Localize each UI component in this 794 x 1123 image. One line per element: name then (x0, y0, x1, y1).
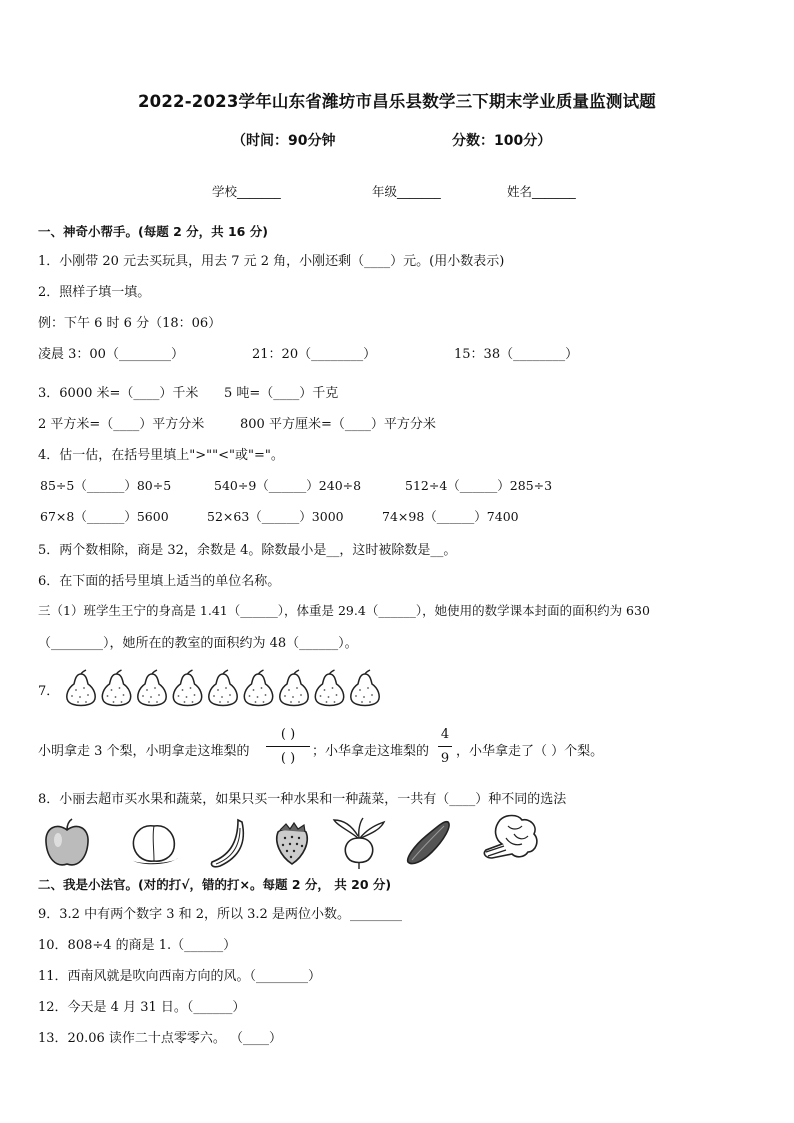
compare-item: 52×63（______）3000 (207, 509, 344, 524)
compare-item: 67×8（______）5600 (40, 509, 169, 524)
question-7-text-a: 小明拿走 3 个梨，小明拿走这堆梨的 (38, 744, 250, 759)
pear-icon (280, 670, 308, 706)
pear-icon (102, 670, 130, 706)
pear-row (62, 668, 382, 708)
question-7-text-b: ；小华拿走这堆梨的 (312, 744, 430, 759)
question-6-line1: 三（1）班学生王宁的身高是 1.41（______），体重是 29.4（______），她使用的数学课本封面的面积约为 630 (38, 603, 650, 618)
apple-icon (42, 818, 92, 870)
question-13: 13．20.06 读作二十点零零六。 （____） (38, 1031, 283, 1046)
pear-icon (351, 670, 379, 706)
fraction-bar (266, 746, 310, 747)
question-6-line2: （________），她所在的教室的面积约为 48（______）。 (38, 636, 358, 651)
grade-field[interactable]: 年级_______ (372, 184, 441, 199)
exam-score: 分数：100分） (452, 133, 552, 149)
cucumber-icon (404, 818, 454, 868)
compare-item: 74×98（______）7400 (382, 509, 519, 524)
question-7-text-c: ，小华拿走了（ ）个梨。 (456, 744, 604, 759)
fraction-numerator-blank[interactable]: ( ) (280, 727, 296, 742)
question-10: 10．808÷4 的商是 1.（______） (38, 938, 237, 953)
question-2: 2．照样子填一填。 (38, 285, 151, 300)
question-2-item: 凌晨 3：00（________） (38, 347, 184, 362)
pear-icon (173, 670, 201, 706)
question-12: 12．今天是 4 月 31 日。（______） (38, 1000, 246, 1015)
question-6: 6．在下面的括号里填上适当的单位名称。 (38, 574, 281, 589)
fraction-denominator-blank[interactable]: ( ) (280, 751, 296, 766)
question-4: 4．估一估，在括号里填上">""<"或"="。 (38, 448, 284, 463)
question-3-a: 3．6000 米=（____）千米 (38, 386, 199, 401)
banana-icon (206, 818, 250, 870)
pear-icon (209, 670, 237, 706)
peach-icon (128, 818, 180, 866)
section2-heading: 二、我是小法官。(对的打√，错的打×。每题 2 分， 共 20 分) (38, 877, 392, 892)
section1-heading: 一、神奇小帮手。(每题 2 分，共 16 分) (38, 224, 268, 239)
question-5: 5．两个数相除，商是 32，余数是 4。除数最小是__，这时被除数是__。 (38, 543, 457, 558)
question-9: 9．3.2 中有两个数字 3 和 2，所以 3.2 是两位小数。________ (38, 907, 402, 922)
question-2-example: 例：下午 6 时 6 分（18：06） (38, 316, 222, 331)
question-11: 11．西南风就是吹向西南方向的风。（________） (38, 969, 322, 984)
question-1: 1．小刚带 20 元去买玩具，用去 7 元 2 角，小刚还剩（____）元。(用小数表示) (38, 254, 505, 269)
exam-time: （时间：90分钟 (232, 133, 336, 149)
radish-icon (330, 816, 388, 870)
pear-icon (315, 670, 343, 706)
question-8: 8．小丽去超市买水果和蔬菜，如果只买一种水果和一种蔬菜，一共有（____）种不同的选法 (38, 792, 567, 807)
school-field[interactable]: 学校_______ (212, 184, 281, 199)
question-3-c: 2 平方米=（____）平方分米 (38, 417, 205, 432)
fraction-denominator: 9 (440, 751, 450, 766)
question-3-d: 800 平方厘米=（____）平方分米 (240, 417, 436, 432)
pear-icon (244, 670, 272, 706)
fraction-numerator: 4 (440, 727, 450, 742)
question-7-label: 7． (38, 684, 60, 699)
question-3-b: 5 吨=（____）千克 (224, 386, 339, 401)
fraction-bar (438, 746, 452, 747)
pear-icon (138, 670, 166, 706)
strawberry-icon (272, 820, 312, 866)
compare-item: 540÷9（______）240÷8 (214, 478, 362, 493)
cabbage-icon (478, 812, 542, 868)
question-2-item: 21：20（________） (252, 347, 377, 362)
pear-icon (67, 670, 95, 706)
name-field[interactable]: 姓名_______ (507, 184, 576, 199)
compare-item: 512÷4（______）285÷3 (405, 478, 553, 493)
page-title: 2022-2023学年山东省潍坊市昌乐县数学三下期末学业质量监测试题 (138, 92, 656, 111)
question-2-item: 15：38（________） (454, 347, 579, 362)
compare-item: 85÷5（______）80÷5 (40, 478, 172, 493)
